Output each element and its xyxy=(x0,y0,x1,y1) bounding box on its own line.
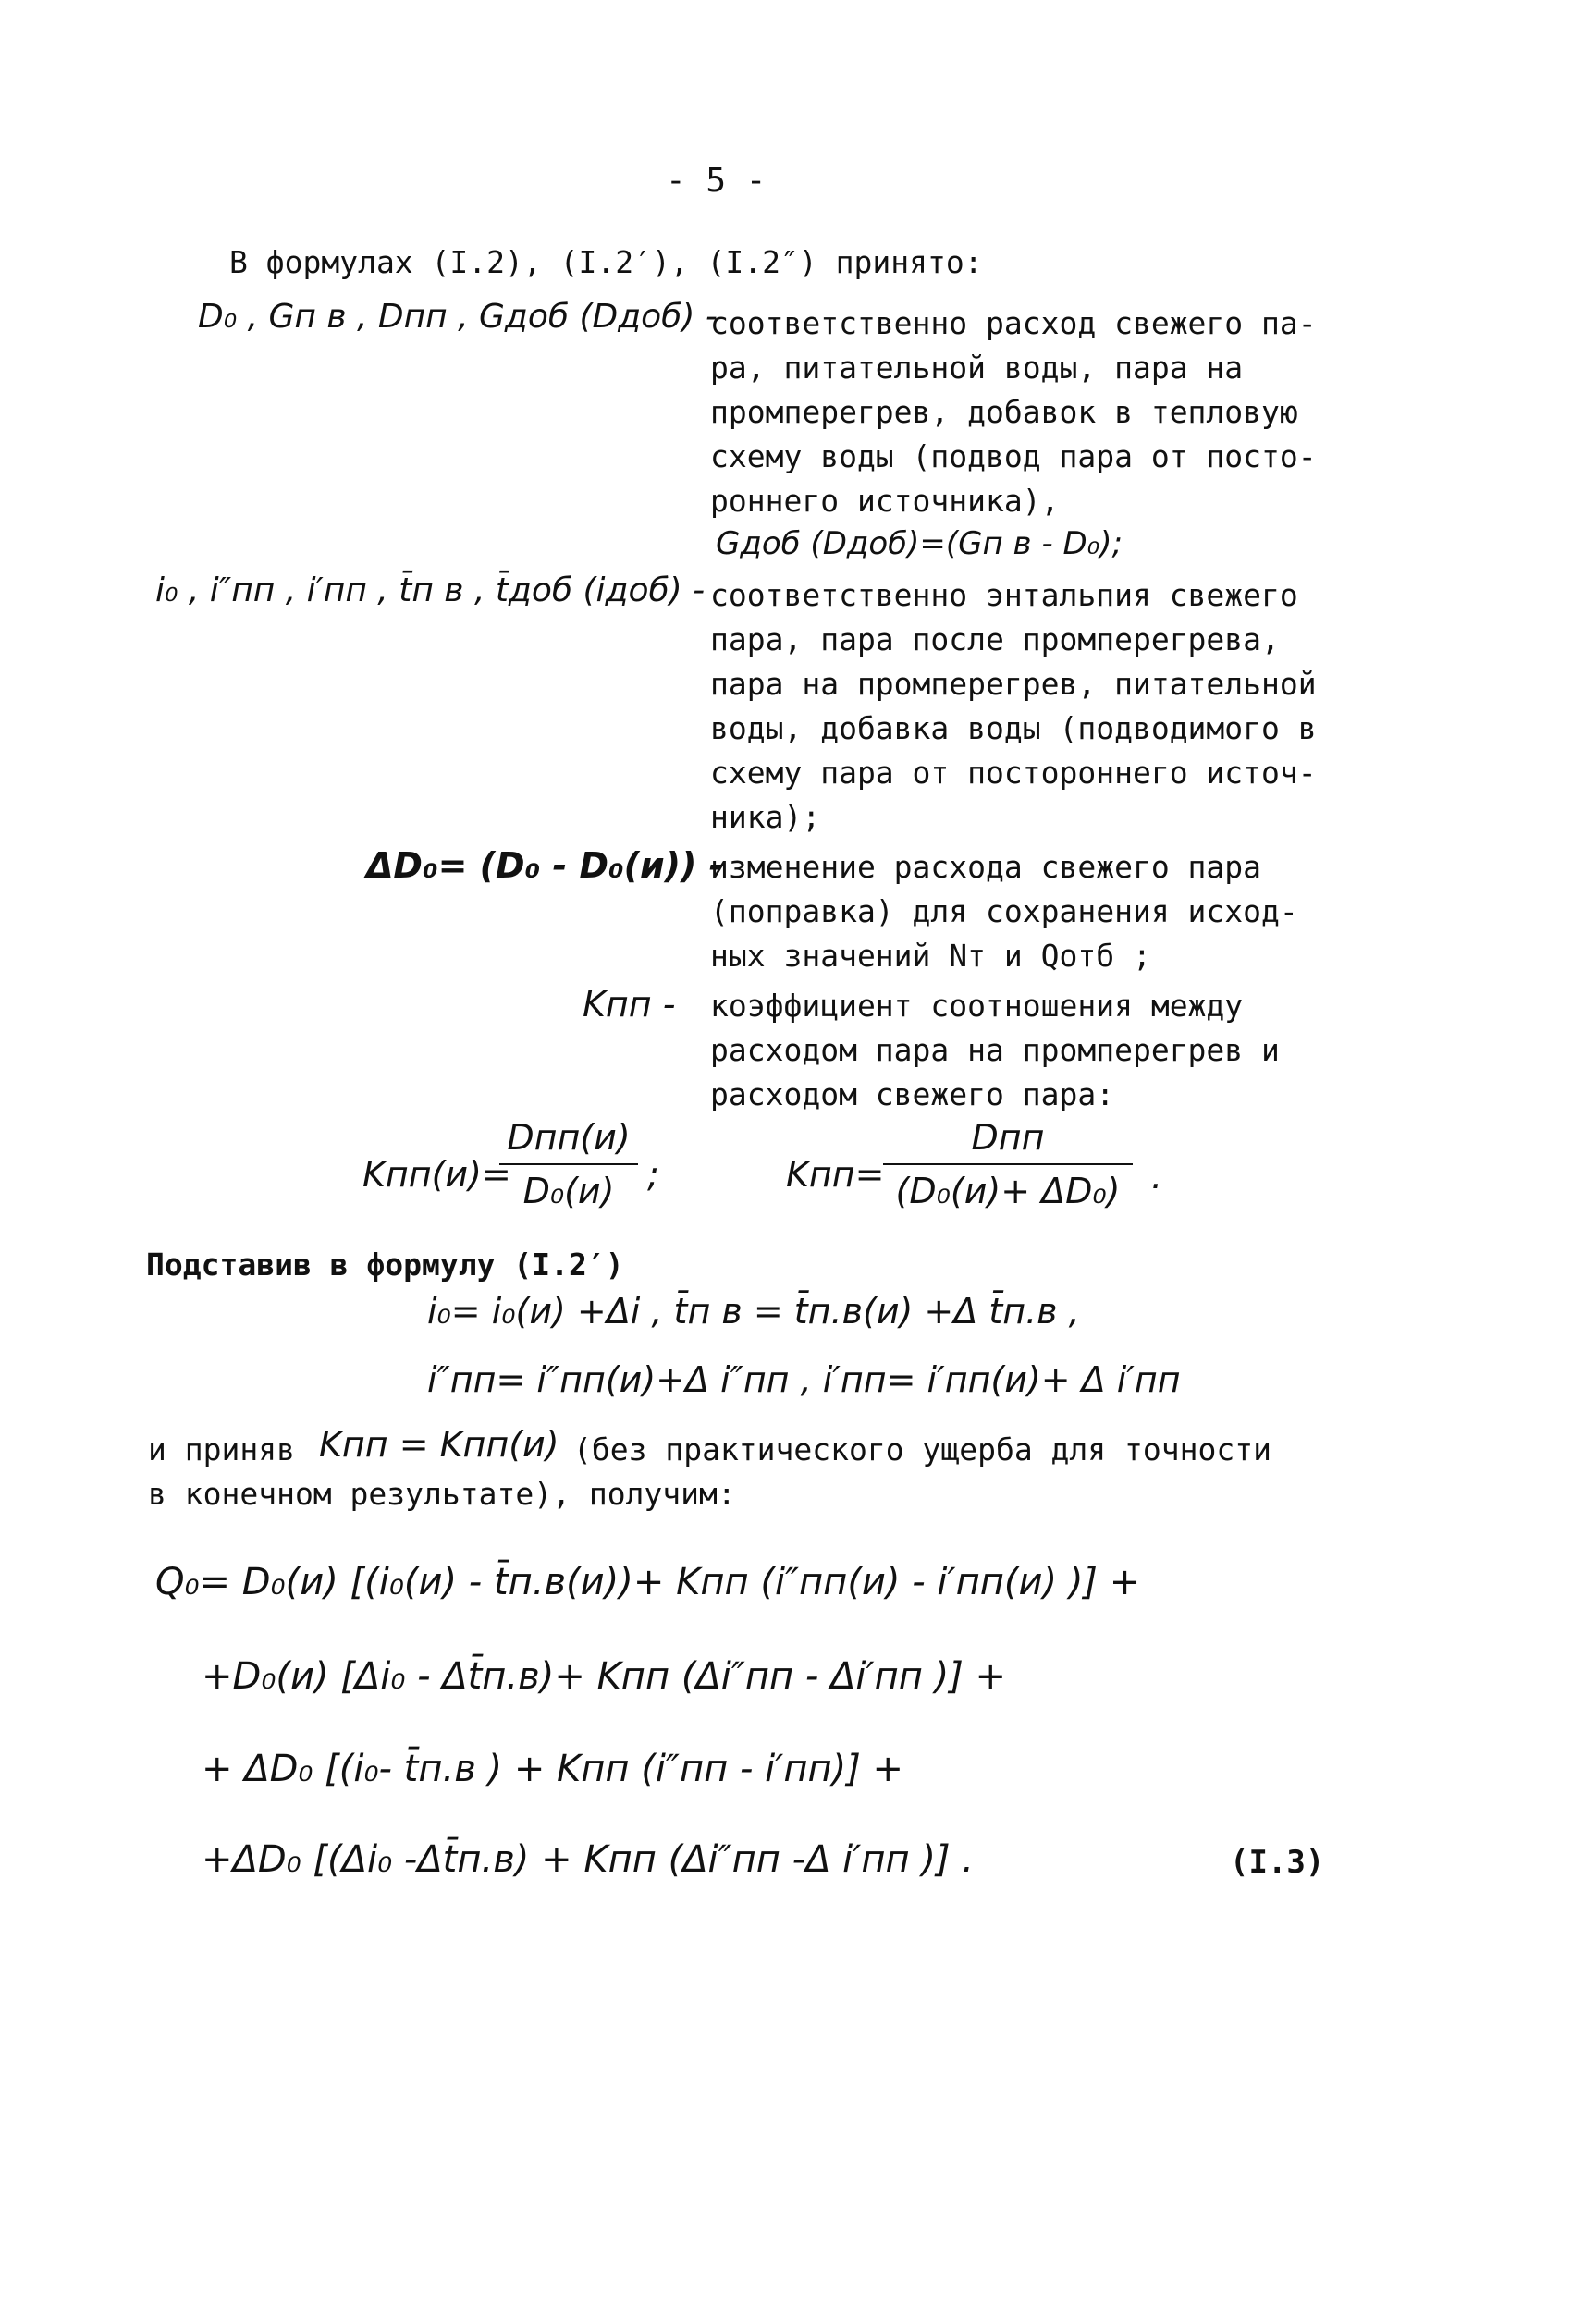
def4-line-2: расходом пара на промперегрев и xyxy=(710,1032,1280,1068)
def1-line-2: ра, питательной воды, пара на xyxy=(710,350,1244,386)
kpp-right-lhs: Kпп= xyxy=(786,1154,885,1195)
accept-line-2: в конечном результате), получим: xyxy=(148,1476,736,1512)
def2-line-3: пара на промперегрев, питательной xyxy=(710,666,1317,702)
substitution-line-1: i₀= i₀(и) +Δi , t̄п в = t̄п.в(и) +Δ t̄п.в , xyxy=(427,1291,1080,1332)
def4-symbol: Kпп - xyxy=(583,984,676,1025)
accept-line-1-formula: Kпп = Kпп(и) xyxy=(319,1424,559,1465)
equation-number: (I.3) xyxy=(1230,1844,1325,1881)
kpp-left-denominator: D₀(и) xyxy=(522,1171,615,1211)
equation-line-2: +D₀(и) [Δi₀ - Δt̄п.в)+ Kпп (Δi″пп - Δi′пп )] + xyxy=(202,1655,1007,1698)
def3-symbol: ΔD₀= (D₀ - D₀(и)) - xyxy=(366,845,724,886)
kpp-right-numerator: Dпп xyxy=(971,1117,1045,1158)
def3-line-1: изменение расхода свежего пара xyxy=(710,849,1262,885)
def3-line-2: (поправка) для сохранения исход- xyxy=(710,893,1298,929)
def2-line-4: воды, добавка воды (подводимого в xyxy=(710,710,1317,746)
page-number: - 5 - xyxy=(666,162,767,200)
def2-line-6: ника); xyxy=(710,799,821,835)
kpp-left-separator: ; xyxy=(647,1154,659,1195)
equation-line-1: Q₀= D₀(и) [(i₀(и) - t̄п.в(и))+ Kпп (i″пп(и) - i′пп(и) )] + xyxy=(155,1561,1141,1603)
fraction-bar xyxy=(499,1163,638,1165)
accept-line-1a: и приняв xyxy=(148,1431,295,1468)
equation-line-4: +ΔD₀ [(Δi₀ -Δt̄п.в) + Kпп (Δi″пп -Δ i′пп )] . xyxy=(202,1838,974,1881)
def1-extra: Gдоб (Dдоб)=(Gп в - D₀); xyxy=(716,525,1123,562)
substitution-line-2: i″пп= i″пп(и)+Δ i″пп , i′пп= i′пп(и)+ Δ i′пп xyxy=(427,1359,1181,1400)
def2-line-5: схему пара от постороннего источ- xyxy=(710,755,1317,791)
equation-line-3: + ΔD₀ [(i₀- t̄п.в ) + Kпп (i″пп - i′пп)] + xyxy=(202,1748,904,1790)
def3-line-3: ных значений Nт и Qотб ; xyxy=(710,938,1151,974)
def1-line-3: промперегрев, добавок в тепловую xyxy=(710,394,1298,430)
def2-line-1: соответственно энтальпия свежего xyxy=(710,577,1298,613)
def1-line-4: схему воды (подвод пара от посто- xyxy=(710,438,1317,474)
def1-line-5: роннего источника), xyxy=(710,483,1060,519)
fraction-bar xyxy=(883,1163,1133,1165)
def2-symbol: i₀ , i″пп , i′пп , t̄п в , t̄доб (iдоб) - xyxy=(155,571,706,609)
def1-line-1: соответственно расход свежего па- xyxy=(710,305,1317,341)
substitution-intro: Подставив в формулу (I.2′) xyxy=(146,1246,624,1283)
kpp-right-fraction xyxy=(883,1117,1133,1211)
kpp-right-denominator: (D₀(и)+ ΔD₀) xyxy=(895,1171,1121,1211)
kpp-left-lhs: Kпп(и)= xyxy=(362,1154,511,1195)
def4-line-3: расходом свежего пара: xyxy=(710,1076,1115,1112)
def4-line-1: коэффициент соотношения между xyxy=(710,988,1244,1024)
accept-line-1b: (без практического ущерба для точности xyxy=(573,1431,1271,1468)
kpp-left-numerator: Dпп(и) xyxy=(507,1117,631,1158)
kpp-left-fraction xyxy=(499,1117,638,1211)
def2-line-2: пара, пара после промперегрева, xyxy=(710,621,1280,657)
kpp-right-end: . xyxy=(1151,1156,1163,1197)
def1-symbol: D₀ , Gп в , Dпп , Gдоб (Dдоб) - xyxy=(198,298,718,336)
intro-line: В формулах (I.2), (I.2′), (I.2″) принято: xyxy=(229,244,983,280)
